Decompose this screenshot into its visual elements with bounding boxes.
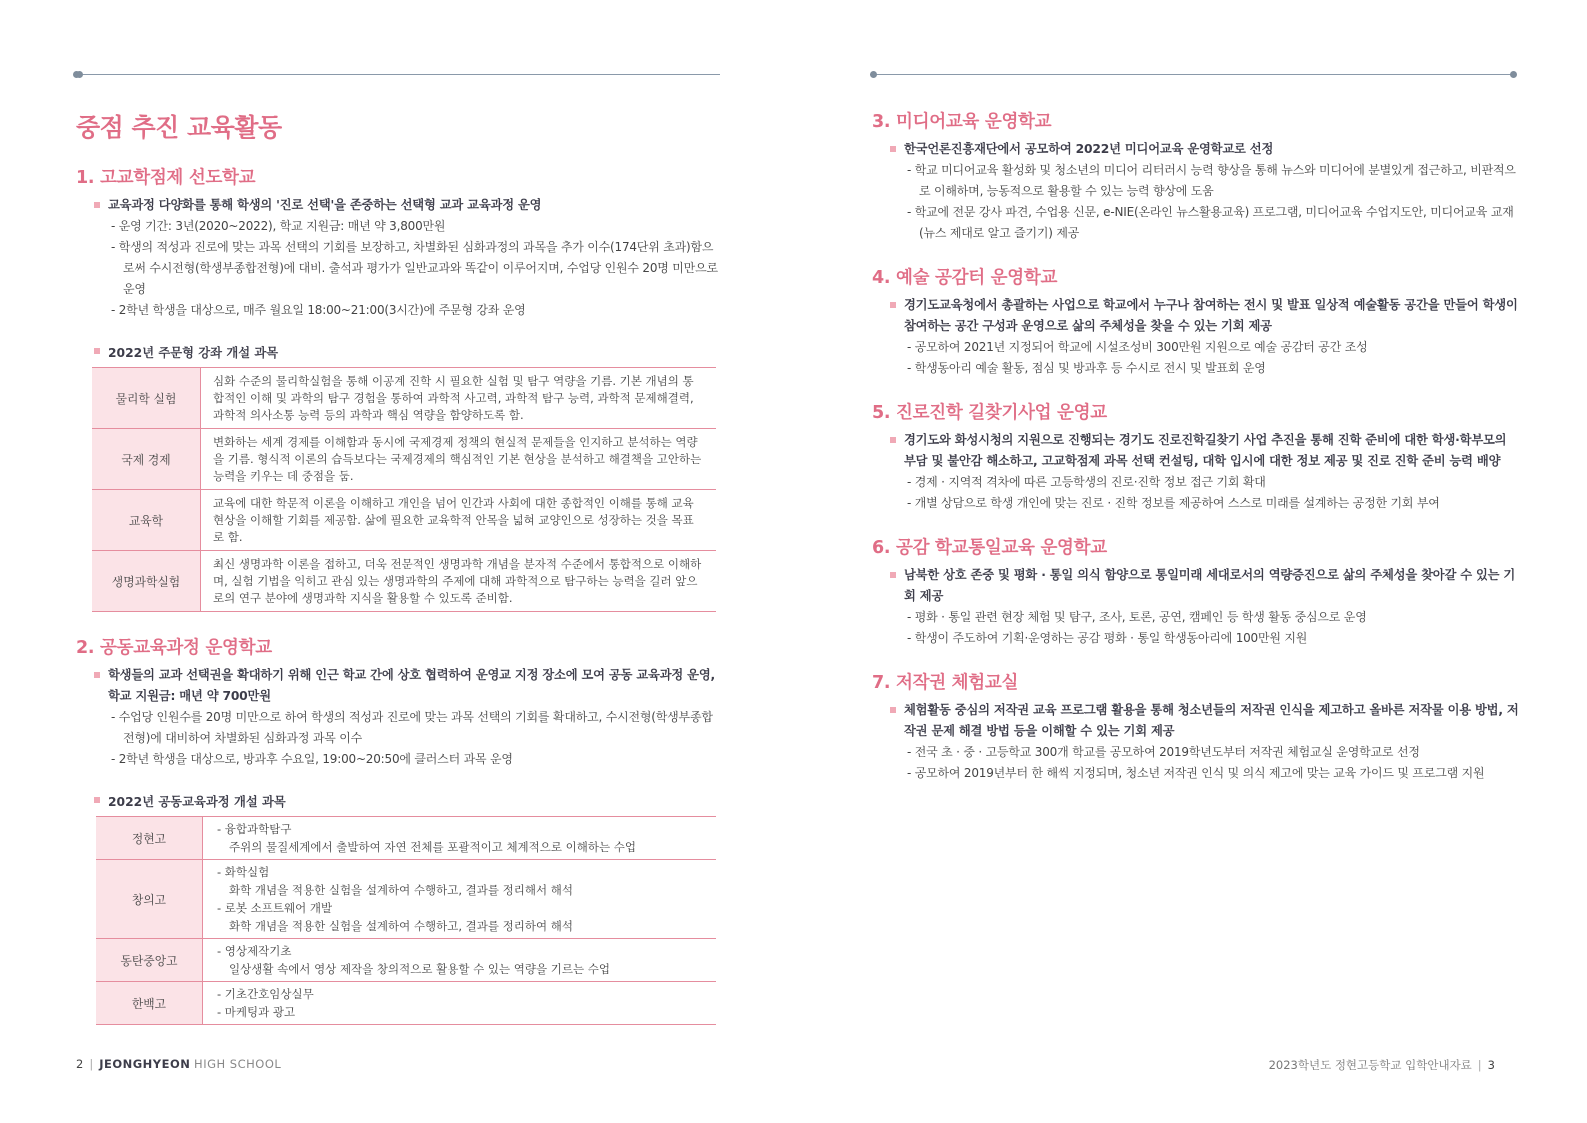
table-row	[92, 551, 716, 612]
section-4-title: 4. 예술 공감터 운영학교	[872, 268, 1058, 288]
section-7-title: 7. 저작권 체험교실	[872, 673, 1019, 693]
section-2-title: 2. 공동교육과정 운영학교	[76, 638, 272, 658]
section-4-item: - 학생동아리 예술 활동, 점심 및 방과후 등 수시로 전시 및 발표회 운영	[907, 361, 1266, 375]
course-line: - 기초간호임상실무	[217, 987, 314, 1001]
section-1-table-title: 2022년 주문형 강좌 개설 과목	[76, 343, 724, 361]
right-page	[872, 108, 1520, 784]
table-row	[96, 860, 716, 939]
course-line: - 마케팅과 광고	[217, 1005, 296, 1019]
course-line: 화학 개념을 적용한 실험을 설계하여 수행하고, 결과를 정리하여 해석	[229, 919, 573, 933]
subject-cell: 국제 경제	[92, 429, 201, 490]
school-cell: 정현고	[96, 817, 203, 860]
page-number: 2	[76, 1057, 84, 1071]
section-1-item: - 2학년 학생을 대상으로, 매주 월요일 18:00~21:00(3시간)에 주문형 강좌 운영	[111, 303, 526, 317]
section-2-item: - 수업당 인원수를 20명 미만으로 하여 학생의 적성과 진로에 맞는 과목 선택의 기회를 확대하고, 수시전형(학생부종합전형)에 대비하여 차별화된 심화과정 과목 이수	[111, 710, 713, 745]
section-6-bullet: 남북한 상호 존중 및 평화 · 통일 의식 함양으로 통일미래 세대로서의 역량증진으로 삶의 주체성을 찾아갈 수 있는 기회 제공	[872, 565, 1520, 607]
section-1-item: - 학생의 적성과 진로에 맞는 과목 선택의 기회를 보장하고, 차별화된 심화과정의 과목을 추가 이수(174단위 초과)함으로써 수시전형(학생부종합전형)에 대비. 출석과 평가가 일반교과와 똑같이 이루어지며, 수업당 인원수 20명 미만으로 운영	[111, 240, 718, 296]
course-table	[92, 367, 716, 612]
subject-cell: 교육학	[92, 490, 201, 551]
course-line: - 영상제작기초	[217, 944, 292, 958]
top-rule-right	[870, 74, 1514, 75]
left-page	[76, 100, 724, 1025]
joint-course-table	[96, 816, 716, 1025]
section-4-item: - 공모하여 2021년 지정되어 학교에 시설조성비 300만원 지원으로 예술 공감터 공간 조성	[907, 340, 1368, 354]
course-line: 화학 개념을 적용한 실험을 설계하여 수행하고, 결과를 정리해서 해석	[229, 883, 573, 897]
section-3-title: 3. 미디어교육 운영학교	[872, 112, 1052, 132]
section-6-title: 6. 공감 학교통일교육 운영학교	[872, 538, 1107, 558]
table-row	[96, 939, 716, 982]
section-2-item: - 2학년 학생을 대상으로, 방과후 수요일, 19:00~20:50에 클러스터 과목 운영	[111, 752, 513, 766]
section-1-item: - 운영 기간: 3년(2020~2022), 학교 지원금: 매년 약 3,800만원	[111, 219, 446, 233]
table-row	[92, 490, 716, 551]
section-5-bullet: 경기도와 화성시청의 지원으로 진행되는 경기도 진로진학길찾기 사업 추진을 통해 진학 준비에 대한 학생·학부모의 부담 및 불안감 해소하고, 고교학점제 과목 선택 컨설팅, 대학 입시에 대한 정보 제공 및 진로 진학 준비 능력 배양	[872, 430, 1520, 472]
course-line: - 융합과학탐구	[217, 822, 292, 836]
table-row	[92, 429, 716, 490]
section-2-table-title: 2022년 공동교육과정 개설 과목	[76, 792, 724, 810]
section-3-item: - 학교에 전문 강사 파견, 수업용 신문, e-NIE(온라인 뉴스활용교육) 프로그램, 미디어교육 수업지도안, 미디어교육 교재(뉴스 제대로 알고 즐기기) 제공	[907, 205, 1514, 240]
school-name-bold: JEONGHYEON	[99, 1057, 191, 1071]
section-7-bullet: 체험활동 중심의 저작권 교육 프로그램 활용을 통해 청소년들의 저작권 인식을 제고하고 올바른 저작물 이용 방법, 저작권 문제 해결 방법 등을 이해할 수 있는 기회 제공	[872, 700, 1520, 742]
section-3-item: - 학교 미디어교육 활성화 및 청소년의 미디어 리터러시 능력 향상을 통해 뉴스와 미디어에 분별있게 접근하고, 비판적으로 이해하며, 능동적으로 활용할 수 있는 능력 향상에 도움	[907, 163, 1516, 198]
description-cell: 최신 생명과학 이론을 접하고, 더욱 전문적인 생명과학 개념을 분자적 수준에서 통합적으로 이해하며, 실험 기법을 익히고 관심 있는 생명과학의 주제에 대해 과학적으로 탐구하는 능력을 길러 앞으로의 연구 분야에 생명과학 지식을 활용할 수 있도록 준비함.	[213, 556, 702, 605]
section-3-bullet: 한국언론진흥재단에서 공모하여 2022년 미디어교육 운영학교로 선정	[872, 139, 1520, 160]
table-row	[92, 368, 716, 429]
subject-cell: 생명과학실험	[92, 551, 201, 612]
footer-document-title: 2023학년도 정현고등학교 입학안내자료	[1268, 1058, 1472, 1072]
course-line: 일상생활 속에서 영상 제작을 창의적으로 활용할 수 있는 역량을 기르는 수업	[229, 962, 610, 976]
description-cell: 심화 수준의 물리학실험을 통해 이공계 진학 시 필요한 실험 및 탐구 역량을 기름. 기본 개념의 통합적인 이해 및 과학의 탐구 경험을 통하여 과학적 사고력, 과학적 탐구 능력, 과학적 문제해결력, 과학적 의사소통 능력 등의 과학과 핵심 역량을 함양하도록 함.	[213, 373, 694, 422]
course-cell	[203, 939, 717, 982]
description-cell: 교육에 대한 학문적 이론을 이해하고 개인을 넘어 인간과 사회에 대한 종합적인 이해를 통해 교육 현상을 이해할 기회를 제공함. 삶에 필요한 교육학적 안목을 넓혀 교양인으로 성장하는 것을 목표로 함.	[213, 495, 694, 544]
section-5-item: - 경제 · 지역적 격차에 따른 고등학생의 진로·진학 정보 접근 기회 확대	[907, 475, 1266, 489]
section-1-title: 1. 고교학점제 선도학교	[76, 168, 256, 188]
course-cell	[203, 982, 717, 1025]
description-cell: 변화하는 세계 경제를 이해함과 동시에 국제경제 정책의 현실적 문제들을 인지하고 분석하는 역량을 기름. 형식적 이론의 습득보다는 국제경제의 핵심적인 기본 현상을 분석하고 해결책을 고안하는 능력을 키우는 데 중점을 둠.	[213, 434, 702, 483]
subject-cell: 물리학 실험	[92, 368, 201, 429]
top-rule-left	[76, 74, 720, 75]
course-line: - 로봇 소프트웨어 개발	[217, 901, 333, 915]
school-name-rest: HIGH SCHOOL	[194, 1057, 282, 1071]
course-cell	[203, 860, 717, 939]
section-5-title: 5. 진로진학 길찾기사업 운영교	[872, 403, 1107, 423]
section-7-item: - 공모하여 2019년부터 한 해씩 지정되며, 청소년 저작권 인식 및 의식 제고에 맞는 교육 가이드 및 프로그램 지원	[907, 766, 1485, 780]
school-cell: 한백고	[96, 982, 203, 1025]
section-6-item: - 학생이 주도하여 기획·운영하는 공감 평화 · 통일 학생동아리에 100만원 지원	[907, 631, 1308, 645]
table-row	[96, 982, 716, 1025]
course-line: - 화학실험	[217, 865, 270, 879]
school-cell: 동탄중앙고	[96, 939, 203, 982]
section-2-bullet: 학생들의 교과 선택권을 확대하기 위해 인근 학교 간에 상호 협력하여 운영교 지정 장소에 모여 공동 교육과정 운영, 학교 지원금: 매년 약 700만원	[76, 665, 724, 707]
footer-left: 2 | JEONGHYEON HIGH SCHOOL	[76, 1057, 282, 1071]
footer-right: 2023학년도 정현고등학교 입학안내자료 | 3	[1268, 1058, 1495, 1072]
table-row	[96, 817, 716, 860]
section-4-bullet: 경기도교육청에서 총괄하는 사업으로 학교에서 누구나 참여하는 전시 및 발표 일상적 예술활동 공간을 만들어 학생이 참여하는 공간 구성과 운영으로 삶의 주체성을 찾을 수 있는 기회 제공	[872, 295, 1520, 337]
school-cell: 창의고	[96, 860, 203, 939]
course-line: 주위의 물질세계에서 출발하여 자연 전체를 포괄적이고 체계적으로 이해하는 수업	[229, 840, 636, 854]
page-number: 3	[1487, 1058, 1495, 1072]
course-cell	[203, 817, 717, 860]
section-1-bullet: 교육과정 다양화를 통해 학생의 '진로 선택'을 존중하는 선택형 교과 교육과정 운영	[76, 195, 724, 216]
section-7-item: - 전국 초 · 중 · 고등학교 300개 학교를 공모하여 2019학년도부터 저작권 체험교실 운영학교로 선정	[907, 745, 1420, 759]
section-5-item: - 개별 상담으로 학생 개인에 맞는 진로 · 진학 정보를 제공하여 스스로 미래를 설계하는 공정한 기회 부여	[907, 496, 1440, 510]
section-6-item: - 평화 · 통일 관련 현장 체험 및 탐구, 조사, 토론, 공연, 캠페인 등 학생 활동 중심으로 운영	[907, 610, 1367, 624]
page-title: 중점 추진 교육활동	[76, 113, 282, 142]
